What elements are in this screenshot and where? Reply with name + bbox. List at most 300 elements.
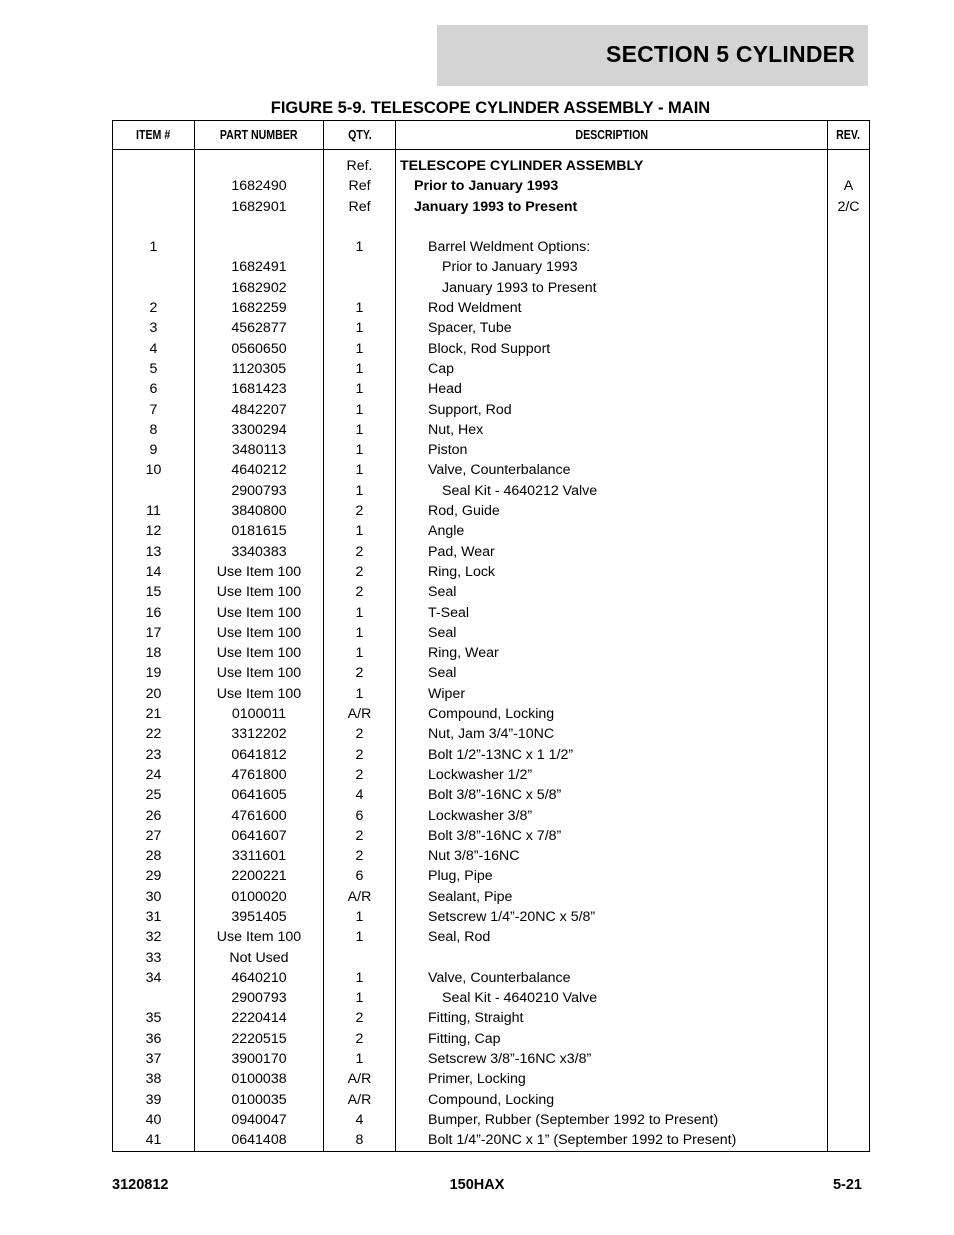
- description-cell: Prior to January 1993: [396, 257, 828, 277]
- description-cell: [396, 948, 828, 968]
- part-number-cell: 2900793: [195, 481, 324, 501]
- qty-cell: 1: [324, 603, 396, 623]
- rev-cell: [828, 400, 870, 420]
- description-cell: T-Seal: [396, 603, 828, 623]
- rev-cell: [828, 866, 870, 886]
- part-number-cell: 3840800: [195, 501, 324, 521]
- table-row: [113, 826, 870, 846]
- table-row: [113, 765, 870, 785]
- qty-cell: [324, 217, 396, 237]
- description-cell: Compound, Locking: [396, 1090, 828, 1110]
- qty-cell: 6: [324, 866, 396, 886]
- part-number-cell: 0641605: [195, 785, 324, 805]
- item-number-cell: 32: [113, 927, 195, 947]
- rev-cell: [828, 521, 870, 541]
- parts-table: [112, 120, 870, 1152]
- parts-table-body: [113, 150, 870, 1152]
- rev-cell: [828, 1130, 870, 1151]
- table-row: [113, 907, 870, 927]
- table-row: [113, 643, 870, 663]
- column-header-qty: QTY.: [324, 121, 396, 150]
- part-number-cell: 3480113: [195, 440, 324, 460]
- rev-cell: [828, 684, 870, 704]
- table-row: [113, 542, 870, 562]
- qty-cell: 2: [324, 582, 396, 602]
- part-number-cell: 3311601: [195, 846, 324, 866]
- table-row: [113, 1130, 870, 1151]
- item-number-cell: 4: [113, 339, 195, 359]
- table-header-row: [113, 121, 870, 150]
- description-cell: Seal, Rod: [396, 927, 828, 947]
- column-header-description: DESCRIPTION: [396, 121, 828, 150]
- part-number-cell: 4640212: [195, 460, 324, 480]
- description-cell: Ring, Lock: [396, 562, 828, 582]
- qty-cell: 4: [324, 1110, 396, 1130]
- part-number-cell: 2220515: [195, 1029, 324, 1049]
- description-cell: [396, 217, 828, 237]
- qty-cell: A/R: [324, 1069, 396, 1089]
- item-number-cell: 38: [113, 1069, 195, 1089]
- description-cell: Angle: [396, 521, 828, 541]
- rev-cell: [828, 724, 870, 744]
- qty-cell: 2: [324, 542, 396, 562]
- item-number-cell: 12: [113, 521, 195, 541]
- part-number-cell: Use Item 100: [195, 663, 324, 683]
- rev-cell: [828, 359, 870, 379]
- part-number-cell: 4761800: [195, 765, 324, 785]
- column-header-part-number: PART NUMBER: [195, 121, 324, 150]
- rev-cell: [828, 1008, 870, 1028]
- rev-cell: [828, 481, 870, 501]
- table-row: [113, 1008, 870, 1028]
- description-cell: Seal: [396, 582, 828, 602]
- item-number-cell: 35: [113, 1008, 195, 1028]
- part-number-cell: 2900793: [195, 988, 324, 1008]
- table-row: [113, 257, 870, 277]
- table-row: [113, 420, 870, 440]
- qty-cell: 1: [324, 318, 396, 338]
- qty-cell: 1: [324, 339, 396, 359]
- description-cell: January 1993 to Present: [396, 278, 828, 298]
- qty-cell: 1: [324, 521, 396, 541]
- part-number-cell: 0940047: [195, 1110, 324, 1130]
- description-cell: Rod, Guide: [396, 501, 828, 521]
- rev-cell: [828, 968, 870, 988]
- description-cell: Cap: [396, 359, 828, 379]
- description-cell: Bolt 1/2”-13NC x 1 1/2”: [396, 745, 828, 765]
- column-header-item: ITEM #: [113, 121, 195, 150]
- item-number-cell: 24: [113, 765, 195, 785]
- qty-cell: 1: [324, 968, 396, 988]
- item-number-cell: 28: [113, 846, 195, 866]
- description-cell: Seal Kit - 4640210 Valve: [396, 988, 828, 1008]
- item-number-cell: 36: [113, 1029, 195, 1049]
- qty-cell: 2: [324, 562, 396, 582]
- table-row: [113, 887, 870, 907]
- qty-cell: 1: [324, 237, 396, 257]
- qty-cell: 2: [324, 501, 396, 521]
- qty-cell: 1: [324, 298, 396, 318]
- part-number-cell: 4562877: [195, 318, 324, 338]
- description-cell: Wiper: [396, 684, 828, 704]
- table-row: [113, 217, 870, 237]
- table-row: [113, 846, 870, 866]
- item-number-cell: 34: [113, 968, 195, 988]
- part-number-cell: Use Item 100: [195, 582, 324, 602]
- qty-cell: 8: [324, 1130, 396, 1151]
- rev-cell: [828, 1110, 870, 1130]
- rev-cell: [828, 623, 870, 643]
- rev-cell: [828, 643, 870, 663]
- rev-cell: [828, 907, 870, 927]
- description-cell: Support, Rod: [396, 400, 828, 420]
- part-number-cell: [195, 237, 324, 257]
- description-cell: Setscrew 1/4”-20NC x 5/8”: [396, 907, 828, 927]
- description-cell: Lockwasher 3/8”: [396, 806, 828, 826]
- qty-cell: 2: [324, 826, 396, 846]
- rev-cell: [828, 501, 870, 521]
- qty-cell: 1: [324, 988, 396, 1008]
- column-header-rev: REV.: [828, 121, 870, 150]
- rev-cell: [828, 887, 870, 907]
- item-number-cell: 5: [113, 359, 195, 379]
- table-row: [113, 400, 870, 420]
- part-number-cell: 0641607: [195, 826, 324, 846]
- item-number-cell: 2: [113, 298, 195, 318]
- qty-cell: 2: [324, 1008, 396, 1028]
- rev-cell: [828, 562, 870, 582]
- part-number-cell: 2200221: [195, 866, 324, 886]
- table-row: [113, 785, 870, 805]
- item-number-cell: 17: [113, 623, 195, 643]
- description-cell: Bolt 1/4”-20NC x 1” (September 1992 to Present): [396, 1130, 828, 1151]
- item-number-cell: 29: [113, 866, 195, 886]
- item-number-cell: 31: [113, 907, 195, 927]
- table-row: [113, 1110, 870, 1130]
- item-number-cell: 25: [113, 785, 195, 805]
- table-row: [113, 1090, 870, 1110]
- item-number-cell: 33: [113, 948, 195, 968]
- part-number-cell: 0100038: [195, 1069, 324, 1089]
- table-row: [113, 866, 870, 886]
- description-cell: Lockwasher 1/2”: [396, 765, 828, 785]
- rev-cell: [828, 420, 870, 440]
- description-cell: Barrel Weldment Options:: [396, 237, 828, 257]
- item-number-cell: 22: [113, 724, 195, 744]
- rev-cell: [828, 542, 870, 562]
- table-row: [113, 481, 870, 501]
- description-cell: Primer, Locking: [396, 1069, 828, 1089]
- item-number-cell: [113, 150, 195, 177]
- rev-cell: [828, 785, 870, 805]
- part-number-cell: 0100035: [195, 1090, 324, 1110]
- description-cell: Compound, Locking: [396, 704, 828, 724]
- table-row: [113, 562, 870, 582]
- table-row: [113, 582, 870, 602]
- description-cell: Rod Weldment: [396, 298, 828, 318]
- table-row: [113, 603, 870, 623]
- table-row: [113, 460, 870, 480]
- table-row: [113, 988, 870, 1008]
- description-cell: Bumper, Rubber (September 1992 to Present): [396, 1110, 828, 1130]
- table-row: [113, 359, 870, 379]
- rev-cell: [828, 582, 870, 602]
- table-row: [113, 968, 870, 988]
- table-row: [113, 278, 870, 298]
- description-cell: Block, Rod Support: [396, 339, 828, 359]
- table-row: [113, 339, 870, 359]
- rev-cell: [828, 278, 870, 298]
- item-number-cell: 6: [113, 379, 195, 399]
- rev-cell: [828, 1069, 870, 1089]
- item-number-cell: 39: [113, 1090, 195, 1110]
- table-row: [113, 704, 870, 724]
- table-row: [113, 197, 870, 217]
- item-number-cell: [113, 988, 195, 1008]
- table-row: [113, 948, 870, 968]
- description-cell: Bolt 3/8”-16NC x 7/8”: [396, 826, 828, 846]
- rev-cell: [828, 237, 870, 257]
- table-row: [113, 237, 870, 257]
- part-number-cell: 3900170: [195, 1049, 324, 1069]
- description-cell: Fitting, Straight: [396, 1008, 828, 1028]
- item-number-cell: 30: [113, 887, 195, 907]
- description-cell: January 1993 to Present: [396, 197, 828, 217]
- part-number-cell: 1682259: [195, 298, 324, 318]
- table-row: [113, 318, 870, 338]
- qty-cell: 2: [324, 846, 396, 866]
- rev-cell: [828, 1029, 870, 1049]
- item-number-cell: 11: [113, 501, 195, 521]
- description-cell: Ring, Wear: [396, 643, 828, 663]
- part-number-cell: 1682901: [195, 197, 324, 217]
- description-cell: Setscrew 3/8”-16NC x3/8”: [396, 1049, 828, 1069]
- description-cell: Pad, Wear: [396, 542, 828, 562]
- item-number-cell: 9: [113, 440, 195, 460]
- rev-cell: [828, 806, 870, 826]
- qty-cell: A/R: [324, 704, 396, 724]
- item-number-cell: [113, 176, 195, 196]
- qty-cell: 1: [324, 623, 396, 643]
- description-cell: Fitting, Cap: [396, 1029, 828, 1049]
- qty-cell: 6: [324, 806, 396, 826]
- qty-cell: [324, 278, 396, 298]
- table-row: [113, 176, 870, 196]
- qty-cell: 2: [324, 724, 396, 744]
- description-cell: Nut 3/8”-16NC: [396, 846, 828, 866]
- qty-cell: Ref: [324, 176, 396, 196]
- item-number-cell: 16: [113, 603, 195, 623]
- item-number-cell: 40: [113, 1110, 195, 1130]
- item-number-cell: [113, 481, 195, 501]
- description-cell: Spacer, Tube: [396, 318, 828, 338]
- qty-cell: Ref.: [324, 150, 396, 177]
- qty-cell: 2: [324, 1029, 396, 1049]
- table-row: [113, 501, 870, 521]
- description-cell: Seal Kit - 4640212 Valve: [396, 481, 828, 501]
- table-row: [113, 684, 870, 704]
- part-number-cell: 1120305: [195, 359, 324, 379]
- rev-cell: [828, 948, 870, 968]
- table-row: [113, 1049, 870, 1069]
- qty-cell: [324, 948, 396, 968]
- rev-cell: [828, 663, 870, 683]
- figure-title: FIGURE 5-9. TELESCOPE CYLINDER ASSEMBLY - MAIN: [270, 99, 711, 117]
- part-number-cell: [195, 150, 324, 177]
- description-cell: Head: [396, 379, 828, 399]
- rev-cell: [828, 298, 870, 318]
- part-number-cell: Use Item 100: [195, 927, 324, 947]
- rev-cell: [828, 339, 870, 359]
- rev-cell: [828, 927, 870, 947]
- table-row: [113, 623, 870, 643]
- part-number-cell: 3312202: [195, 724, 324, 744]
- rev-cell: 2/C: [828, 197, 870, 217]
- part-number-cell: Use Item 100: [195, 603, 324, 623]
- description-cell: Seal: [396, 663, 828, 683]
- table-row: [113, 298, 870, 318]
- item-number-cell: [113, 278, 195, 298]
- qty-cell: 1: [324, 684, 396, 704]
- description-cell: Piston: [396, 440, 828, 460]
- item-number-cell: 18: [113, 643, 195, 663]
- table-row: [113, 1069, 870, 1089]
- description-cell: Plug, Pipe: [396, 866, 828, 886]
- part-number-cell: 1681423: [195, 379, 324, 399]
- item-number-cell: [113, 257, 195, 277]
- part-number-cell: 3340383: [195, 542, 324, 562]
- part-number-cell: 4842207: [195, 400, 324, 420]
- rev-cell: [828, 257, 870, 277]
- rev-cell: [828, 318, 870, 338]
- qty-cell: 2: [324, 663, 396, 683]
- description-cell: Sealant, Pipe: [396, 887, 828, 907]
- description-cell: Bolt 3/8”-16NC x 5/8”: [396, 785, 828, 805]
- description-cell: Valve, Counterbalance: [396, 968, 828, 988]
- part-number-cell: 0641408: [195, 1130, 324, 1151]
- description-cell: TELESCOPE CYLINDER ASSEMBLY: [396, 150, 828, 177]
- part-number-cell: 0641812: [195, 745, 324, 765]
- rev-cell: [828, 988, 870, 1008]
- qty-cell: 2: [324, 765, 396, 785]
- table-row: [113, 440, 870, 460]
- table-row: [113, 150, 870, 177]
- section-header: [437, 25, 868, 86]
- footer-doc-number: 3120812: [112, 1177, 169, 1193]
- part-number-cell: 3951405: [195, 907, 324, 927]
- rev-cell: [828, 765, 870, 785]
- table-row: [113, 663, 870, 683]
- qty-cell: [324, 257, 396, 277]
- qty-cell: 1: [324, 400, 396, 420]
- description-cell: Nut, Jam 3/4”-10NC: [396, 724, 828, 744]
- qty-cell: 1: [324, 907, 396, 927]
- item-number-cell: 20: [113, 684, 195, 704]
- rev-cell: [828, 379, 870, 399]
- qty-cell: 1: [324, 440, 396, 460]
- part-number-cell: 4640210: [195, 968, 324, 988]
- qty-cell: 1: [324, 379, 396, 399]
- rev-cell: A: [828, 176, 870, 196]
- item-number-cell: 13: [113, 542, 195, 562]
- qty-cell: 4: [324, 785, 396, 805]
- rev-cell: [828, 1090, 870, 1110]
- table-row: [113, 724, 870, 744]
- table-row: [113, 806, 870, 826]
- qty-cell: 2: [324, 745, 396, 765]
- rev-cell: [828, 460, 870, 480]
- part-number-cell: 0100020: [195, 887, 324, 907]
- table-row: [113, 521, 870, 541]
- part-number-cell: [195, 217, 324, 237]
- item-number-cell: 41: [113, 1130, 195, 1151]
- part-number-cell: Not Used: [195, 948, 324, 968]
- rev-cell: [828, 217, 870, 237]
- part-number-cell: 1682490: [195, 176, 324, 196]
- rev-cell: [828, 603, 870, 623]
- part-number-cell: 2220414: [195, 1008, 324, 1028]
- qty-cell: 1: [324, 481, 396, 501]
- description-cell: Nut, Hex: [396, 420, 828, 440]
- part-number-cell: 0560650: [195, 339, 324, 359]
- item-number-cell: [113, 217, 195, 237]
- rev-cell: [828, 745, 870, 765]
- part-number-cell: 3300294: [195, 420, 324, 440]
- rev-cell: [828, 826, 870, 846]
- part-number-cell: Use Item 100: [195, 643, 324, 663]
- table-row: [113, 379, 870, 399]
- table-row: [113, 927, 870, 947]
- item-number-cell: [113, 197, 195, 217]
- part-number-cell: 1682491: [195, 257, 324, 277]
- table-row: [113, 745, 870, 765]
- part-number-cell: Use Item 100: [195, 623, 324, 643]
- item-number-cell: 7: [113, 400, 195, 420]
- rev-cell: [828, 1049, 870, 1069]
- rev-cell: [828, 704, 870, 724]
- qty-cell: A/R: [324, 1090, 396, 1110]
- description-cell: Prior to January 1993: [396, 176, 828, 196]
- item-number-cell: 26: [113, 806, 195, 826]
- qty-cell: 1: [324, 420, 396, 440]
- footer-model: 150HAX: [449, 1177, 505, 1193]
- rev-cell: [828, 150, 870, 177]
- item-number-cell: 15: [113, 582, 195, 602]
- item-number-cell: 21: [113, 704, 195, 724]
- part-number-cell: Use Item 100: [195, 684, 324, 704]
- part-number-cell: 1682902: [195, 278, 324, 298]
- rev-cell: [828, 846, 870, 866]
- rev-cell: [828, 440, 870, 460]
- item-number-cell: 37: [113, 1049, 195, 1069]
- qty-cell: 1: [324, 927, 396, 947]
- part-number-cell: 0181615: [195, 521, 324, 541]
- item-number-cell: 19: [113, 663, 195, 683]
- description-cell: Seal: [396, 623, 828, 643]
- table-row: [113, 1029, 870, 1049]
- item-number-cell: 27: [113, 826, 195, 846]
- item-number-cell: 1: [113, 237, 195, 257]
- part-number-cell: Use Item 100: [195, 562, 324, 582]
- item-number-cell: 3: [113, 318, 195, 338]
- qty-cell: 1: [324, 1049, 396, 1069]
- qty-cell: 1: [324, 460, 396, 480]
- footer-page-number: 5-21: [832, 1177, 862, 1193]
- item-number-cell: 10: [113, 460, 195, 480]
- part-number-cell: 4761600: [195, 806, 324, 826]
- item-number-cell: 14: [113, 562, 195, 582]
- item-number-cell: 23: [113, 745, 195, 765]
